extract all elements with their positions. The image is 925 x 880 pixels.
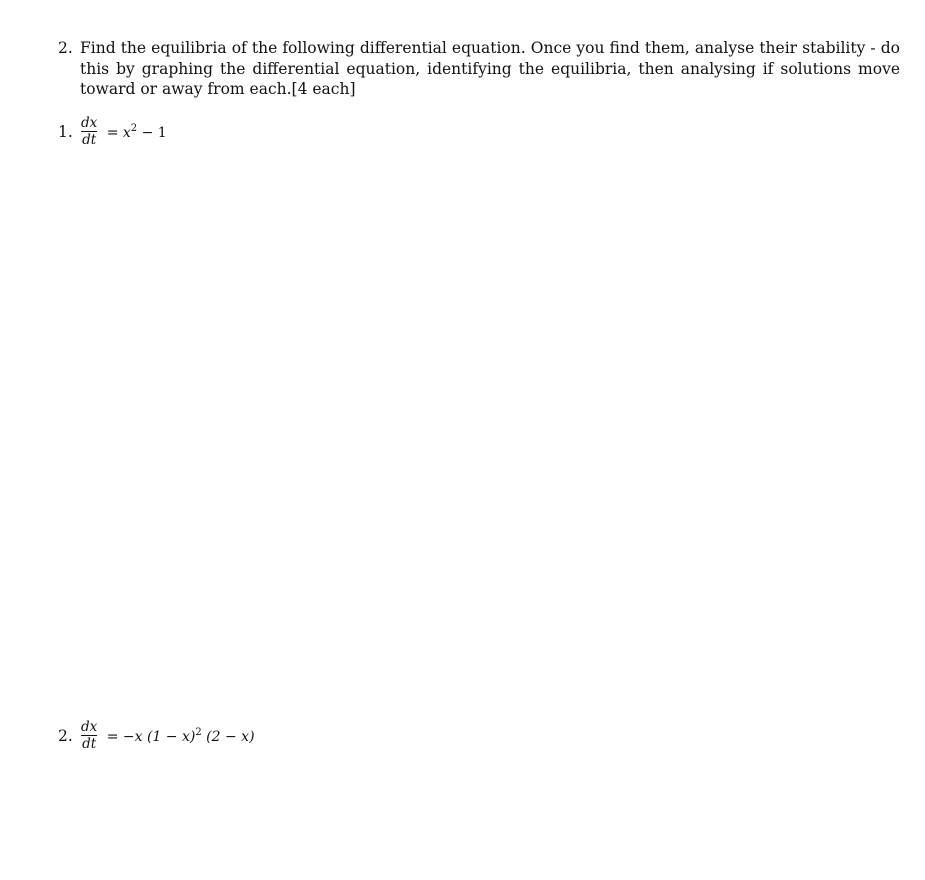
sub-question-2-number: 2. [58, 726, 73, 745]
fraction-numerator-2: dx [81, 719, 98, 735]
equation-1-rhs-prefix: = x [102, 124, 131, 141]
sub-question-1-number: 1. [58, 122, 73, 141]
question-block [58, 38, 900, 100]
derivative-fraction-1 [80, 116, 98, 147]
question-text: Find the equilibria of the following differential equation. Once you find them, analyse their stability - do this by graphing the differential equation, identifying the equilibria, then analysing if solutions move toward or away from each.[4 each] [80, 39, 900, 98]
fraction-numerator-1: dx [81, 115, 98, 131]
question-number: 2. [58, 39, 73, 57]
equation-2-exponent: 2 [195, 726, 202, 738]
sub-question-2 [58, 720, 255, 751]
equation-1-exponent: 2 [130, 122, 138, 134]
equation-2-rhs-suffix: (2 − x) [201, 728, 255, 745]
equation-1-rhs [102, 123, 166, 141]
derivative-fraction-2 [80, 720, 98, 751]
equation-2 [80, 720, 255, 751]
equation-2-rhs [102, 727, 254, 745]
fraction-denominator-1: dt [82, 132, 97, 148]
equation-1 [80, 116, 167, 147]
sub-question-1 [58, 116, 167, 147]
equation-2-rhs-prefix: = −x (1 − x) [102, 728, 196, 745]
equation-1-rhs-suffix: − 1 [137, 124, 167, 141]
fraction-denominator-2: dt [82, 736, 97, 752]
